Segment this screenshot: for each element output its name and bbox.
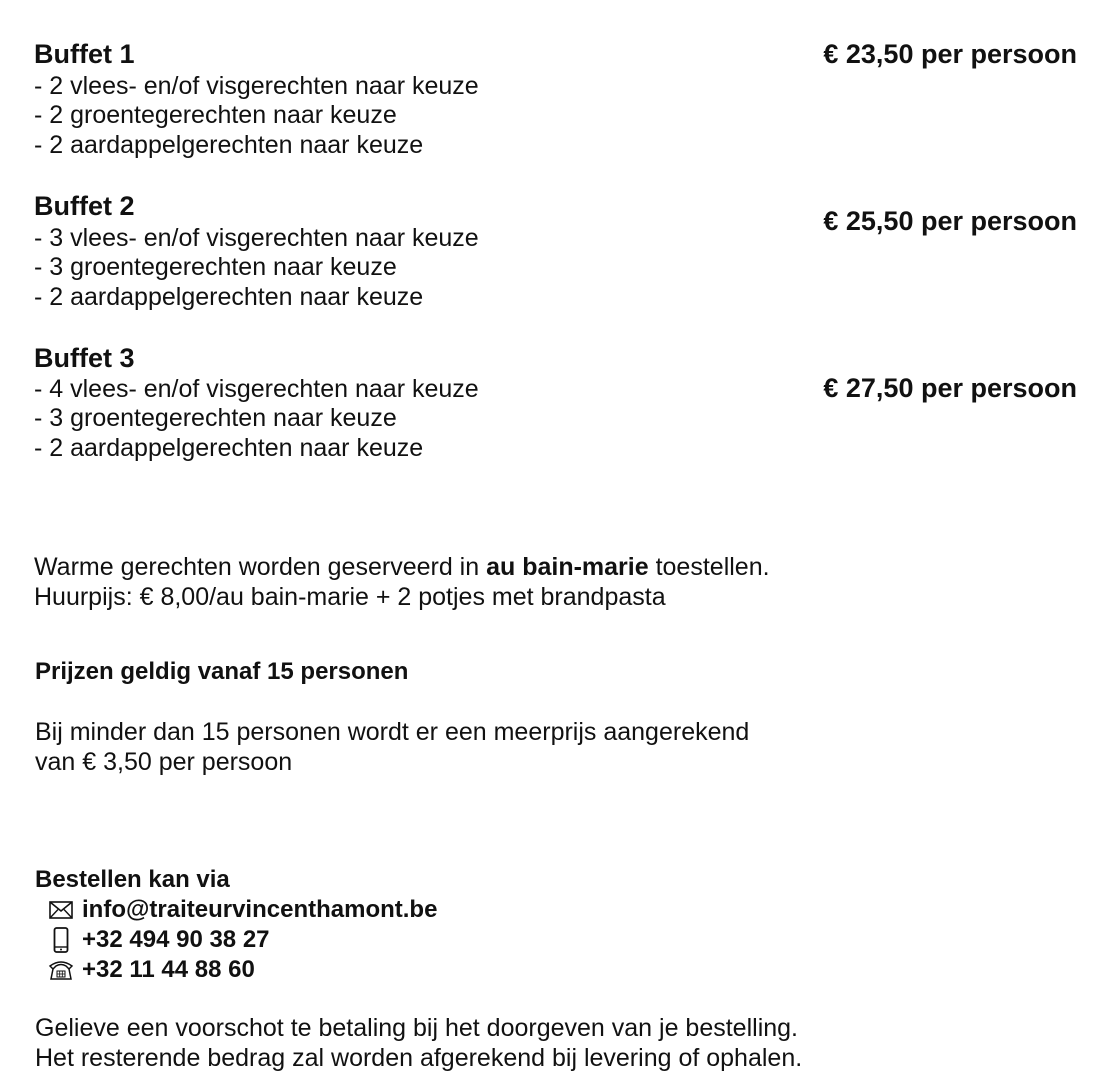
payment-line-2: Het resterende bedrag zal worden afgerekend bij levering of ophalen. <box>35 1044 803 1072</box>
mobile-phone-icon <box>48 927 74 953</box>
buffet-3-line-1: - 4 vlees- en/of visgerechten naar keuze <box>34 375 479 403</box>
order-heading: Bestellen kan via <box>35 866 230 893</box>
buffet-2-line-1: - 3 vlees- en/of visgerechten naar keuze <box>34 224 479 252</box>
buffet-1-price: € 23,50 per persoon <box>823 39 1077 69</box>
buffet-3-line-2: - 3 groentegerechten naar keuze <box>34 404 397 432</box>
surcharge-line-2: van € 3,50 per persoon <box>35 748 293 776</box>
mobile-number[interactable]: +32 494 90 38 27 <box>82 926 270 953</box>
telephone-icon <box>48 957 74 983</box>
buffet-1-line-1: - 2 vlees- en/of visgerechten naar keuze <box>34 72 479 100</box>
bain-marie-paragraph <box>34 552 770 582</box>
phone-number[interactable]: +32 11 44 88 60 <box>82 956 255 983</box>
buffet-3-price: € 27,50 per persoon <box>823 373 1077 403</box>
payment-line-1: Gelieve een voorschot te betaling bij het doorgeven van je bestelling. <box>35 1014 799 1042</box>
mobile-contact[interactable] <box>48 925 270 955</box>
buffet-2-line-3: - 2 aardappelgerechten naar keuze <box>34 283 424 311</box>
envelope-icon <box>48 897 74 923</box>
email-contact[interactable] <box>48 895 437 925</box>
rental-price-line: Huurpijs: € 8,00/au bain-marie + 2 potjes met brandpasta <box>34 583 666 611</box>
bain-marie-text-post: toestellen. <box>648 553 770 581</box>
buffet-3-line-3: - 2 aardappelgerechten naar keuze <box>34 434 424 462</box>
bain-marie-text-pre: Warme gerechten worden geserveerd in <box>34 553 487 581</box>
buffet-2-price: € 25,50 per persoon <box>823 206 1077 236</box>
buffet-3-title: Buffet 3 <box>34 343 135 373</box>
buffet-1-line-3: - 2 aardappelgerechten naar keuze <box>34 131 424 159</box>
buffet-2-line-2: - 3 groentegerechten naar keuze <box>34 253 397 281</box>
buffet-1-line-2: - 2 groentegerechten naar keuze <box>34 101 397 129</box>
buffet-1-title: Buffet 1 <box>34 39 135 69</box>
surcharge-line-1: Bij minder dan 15 personen wordt er een meerprijs aangerekend <box>35 718 750 746</box>
phone-contact[interactable] <box>48 955 255 985</box>
bain-marie-text-bold: au bain-marie <box>486 553 649 581</box>
prices-valid-heading: Prijzen geldig vanaf 15 personen <box>35 658 409 685</box>
email-address[interactable]: info@traiteurvincenthamont.be <box>82 896 438 923</box>
buffet-2-title: Buffet 2 <box>34 191 135 221</box>
